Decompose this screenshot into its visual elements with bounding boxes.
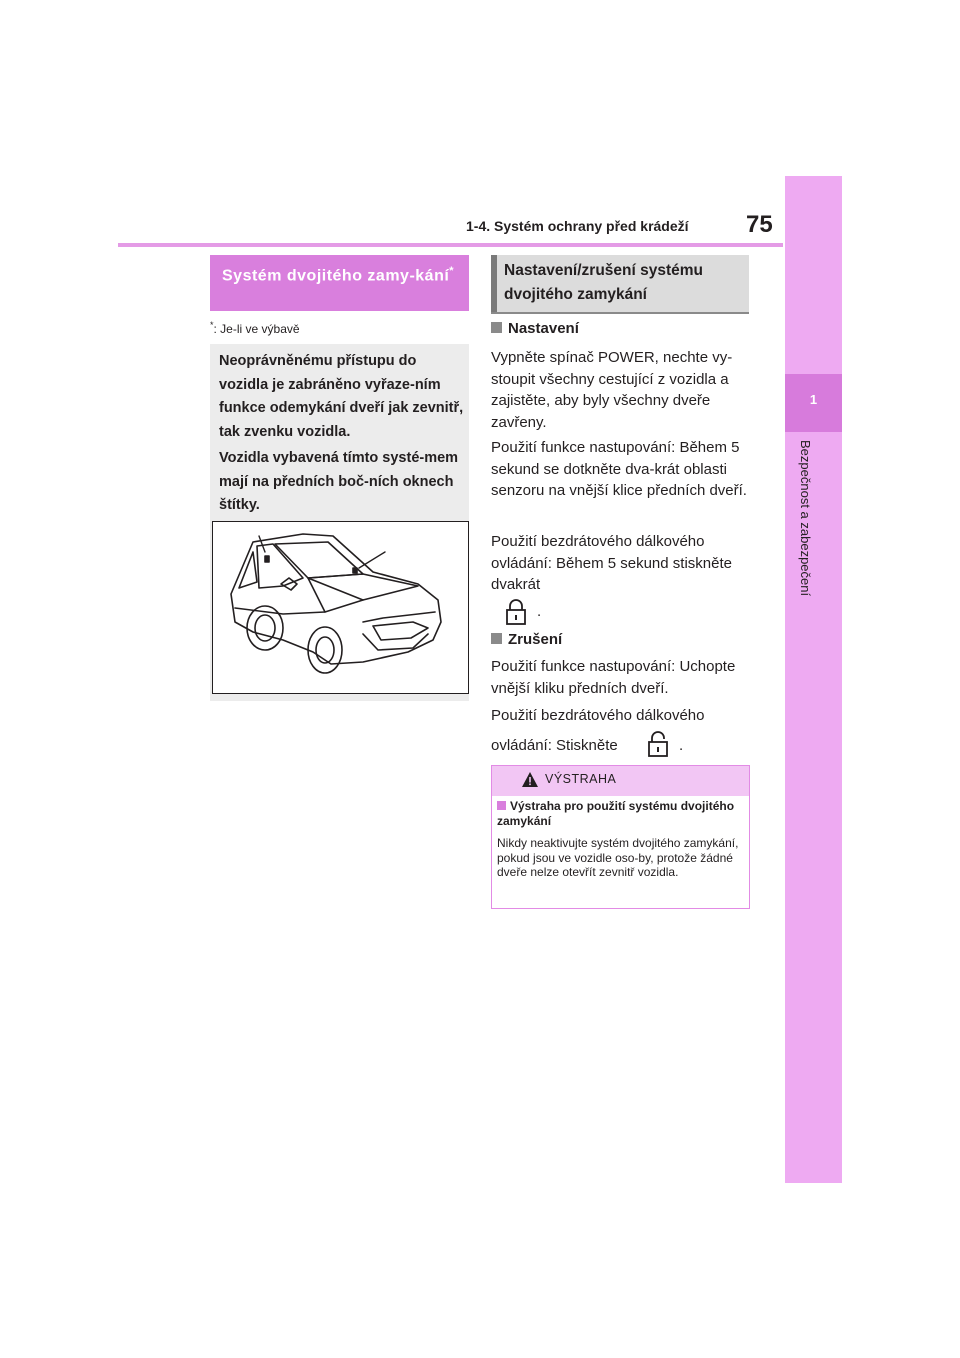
subheading-zruseni: [491, 631, 562, 648]
heading-asterisk: *: [449, 265, 455, 277]
page-number: 75: [746, 211, 773, 238]
section-heading-double-locking: [210, 255, 469, 311]
warning-header: [492, 766, 749, 796]
info-paragraph-1: Neoprávněnému přístupu do vozidla je zabráněno vyřaze-ním funkce odemykání dveří jak zevnitř, tak zvenku vozidla.: [219, 353, 464, 440]
info-paragraph-2: Vozidla vybavená tímto systé-mem mají na předních boč-ních oknech štítky.: [219, 450, 459, 513]
side-tab-chapter-label: Bezpečnost a zabezpečení: [798, 440, 813, 597]
car-illustration: [212, 521, 469, 694]
bullet-square-icon: [497, 801, 506, 810]
section-heading-text: Nastavení/zrušení systému dvojitého zamykání: [504, 262, 704, 303]
warning-triangle-icon: [521, 771, 539, 788]
lock-icon: [505, 598, 527, 626]
footnote-text: : Je-li ve výbavě: [213, 322, 300, 336]
side-tab: [785, 176, 842, 1183]
warning-subtitle-text: Výstraha pro použití systému dvojitého zamykání: [497, 799, 735, 828]
unlock-icon: [647, 730, 669, 758]
zruseni-paragraph-2b: ovládání: Stiskněte: [491, 737, 618, 754]
bullet-square-icon: [491, 633, 502, 644]
nastaveni-paragraph-2: Použití funkce nastupování: Během 5 sekund se dotkněte dva-krát oblasti senzoru na vnější klice předních dveří.: [491, 439, 747, 499]
subheading-zruseni-label: Zrušení: [508, 631, 563, 648]
nastaveni-period: .: [537, 603, 542, 620]
bullet-square-icon: [491, 322, 502, 333]
zruseni-paragraph-2: Použití bezdrátového dálkového: [491, 707, 705, 724]
header-divider: [118, 243, 783, 247]
heading-accent-bar: [491, 255, 497, 312]
subheading-nastaveni-label: Nastavení: [508, 320, 579, 337]
warning-box: [491, 765, 750, 909]
warning-text: Nikdy neaktivujte systém dvojitého zamykání, pokud jsou ve vozidle oso-by, protože žádné dveře nelze otevřít zevnitř vozidla.: [497, 836, 739, 879]
zruseni-paragraph-1: Použití funkce nastupování: Uchopte vnější kliku předních dveří.: [491, 658, 736, 697]
warning-title: VÝSTRAHA: [545, 772, 617, 786]
section-heading-text: Systém dvojitého zamy-kání: [222, 267, 450, 285]
subheading-nastaveni: [491, 320, 579, 337]
nastaveni-paragraph-3: Použití bezdrátového dálkového ovládání: Během 5 sekund stiskněte dvakrát: [491, 533, 732, 593]
footnote: [210, 320, 300, 336]
nastaveni-paragraph-1: Vypněte spínač POWER, nechte vy-stoupit všechny cestující z vozidla a zajistěte, aby byly všechny dveře zavřeny.: [491, 349, 733, 431]
header-title: 1-4. Systém ochrany před krádeží: [466, 218, 689, 234]
side-tab-chapter-number: 1: [809, 392, 818, 407]
warning-subtitle: [497, 799, 742, 829]
zruseni-period: .: [679, 737, 684, 754]
footnote-asterisk: *: [210, 320, 214, 330]
car-drawing: [213, 522, 468, 693]
section-heading-set-cancel: [491, 255, 749, 314]
